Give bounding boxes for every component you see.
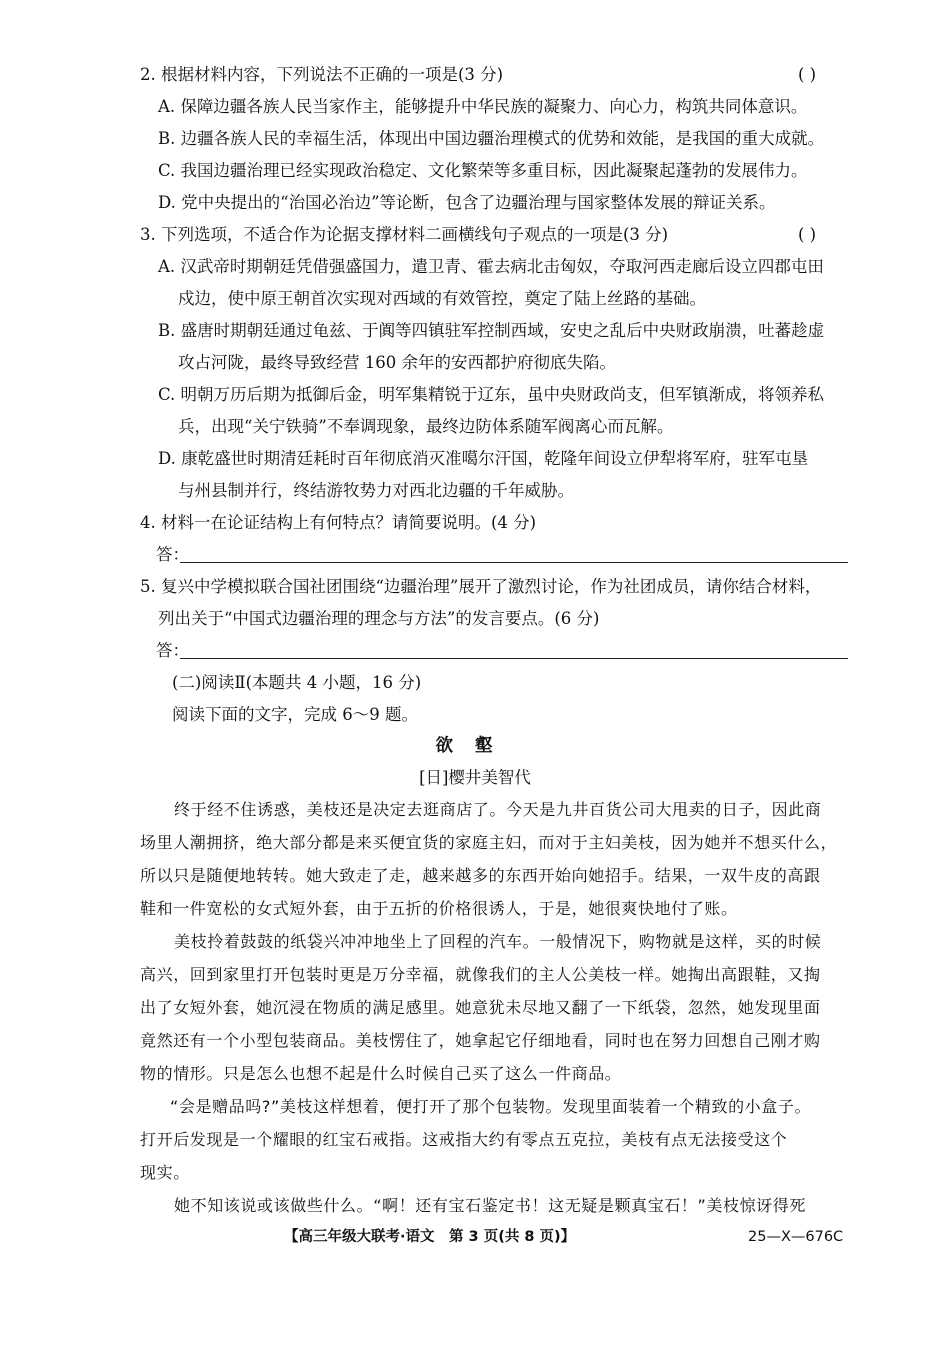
q2-option-d: D. 党中央提出的“治国必治边”等论断，包含了边疆治理与国家整体发展的辩证关系。 (158, 193, 776, 212)
story-line-11: 打开后发现是一个耀眼的红宝石戒指。这戒指大约有零点五克拉，美枝有点无法接受这个 (140, 1130, 788, 1149)
story-line-6: 高兴，回到家里打开包装时更是万分幸福，就像我们的主人公美枝一样。她掏出高跟鞋，又掏 (140, 965, 821, 984)
story-line-8: 竟然还有一个小型包装商品。美枝愣住了，她拿起它仔细地看，同时也在努力回想自己刚才购 (140, 1031, 821, 1050)
q3-option-b-line1: B. 盛唐时期朝廷通过龟兹、于阗等四镇驻军控制西域，安史之乱后中央财政崩溃，吐蕃趁虚 (158, 321, 825, 340)
story-line-5: 美枝拎着鼓鼓的纸袋兴冲冲地坐上了回程的汽车。一般情况下，购物就是这样，买的时候 (174, 932, 822, 951)
story-line-13: 她不知该说或该做些什么。“啊！还有宝石鉴定书！这无疑是颗真宝石！”美枝惊讶得死 (174, 1196, 806, 1215)
q3-option-c-line2: 兵，出现“关宁铁骑”不奉调现象，最终边防体系随军阀离心而瓦解。 (178, 417, 674, 436)
section2-heading: (二)阅读Ⅱ(本题共 4 小题，16 分) (172, 673, 422, 692)
q5-stem-line1: 5. 复兴中学模拟联合国社团围绕“边疆治理”展开了激烈讨论，作为社团成员，请你结合材料， (140, 577, 822, 596)
q4-answer-line[interactable] (180, 562, 848, 563)
q5-answer-label: 答： (156, 641, 189, 660)
q3-stem: 3. 下列选项，不适合作为论据支撑材料二画横线句子观点的一项是(3 分) (140, 225, 669, 244)
q2-stem: 2. 根据材料内容，下列说法不正确的一项是(3 分) (140, 65, 504, 84)
q2-option-b: B. 边疆各族人民的幸福生活，体现出中国边疆治理模式的优势和效能，是我国的重大成就。 (158, 129, 825, 148)
q2-option-a: A. 保障边疆各族人民当家作主，能够提升中华民族的凝聚力、向心力，构筑共同体意识。 (158, 97, 808, 116)
q3-option-a-line1: A. 汉武帝时期朝廷凭借强盛国力，遣卫青、霍去病北击匈奴，夺取河西走廊后设立四郡屯田 (158, 257, 824, 276)
story-line-1: 终于经不住诱惑，美枝还是决定去逛商店了。今天是九井百货公司大甩卖的日子，因此商 (174, 800, 822, 819)
page-footer: 【高三年级大联考·语文 第 3 页(共 8 页)】 (284, 1229, 576, 1245)
q3-answer-paren[interactable]: ( ) (798, 225, 817, 244)
exam-code: 25—X—676C (748, 1229, 844, 1245)
story-line-12: 现实。 (140, 1163, 190, 1182)
story-line-9: 物的情形。只是怎么也想不起是什么时候自己买了这么一件商品。 (140, 1064, 622, 1083)
q5-stem-line2: 列出关于“中国式边疆治理的理念与方法”的发言要点。(6 分) (158, 609, 600, 628)
q2-answer-paren[interactable]: ( ) (798, 65, 817, 84)
q3-option-b-line2: 攻占河陇，最终导致经营 160 余年的安西都护府彻底失陷。 (178, 353, 616, 372)
q4-stem: 4. 材料一在论证结构上有何特点？请简要说明。(4 分) (140, 513, 537, 532)
q3-option-a-line2: 戍边，使中原王朝首次实现对西域的有效管控，奠定了陆上丝路的基础。 (178, 289, 706, 308)
story-line-4: 鞋和一件宽松的女式短外套，由于五折的价格很诱人，于是，她很爽快地付了账。 (140, 899, 738, 918)
story-line-3: 所以只是随便地转转。她大致走了走，越来越多的东西开始向她招手。结果，一双牛皮的高跟 (140, 866, 821, 885)
q4-answer-label: 答： (156, 545, 189, 564)
story-line-2: 场里人潮拥挤，绝大部分都是来买便宜货的家庭主妇，而对于主妇美枝，因为她并不想买什么， (140, 833, 838, 852)
q3-option-c-line1: C. 明朝万历后期为抵御后金，明军集精锐于辽东，虽中央财政尚支，但军镇渐成，将领养私 (158, 385, 825, 404)
story-line-7: 出了女短外套，她沉浸在物质的满足感里。她意犹未尽地又翻了一下纸袋，忽然，她发现里面 (140, 998, 821, 1017)
story-title: 欲壑 (435, 736, 515, 756)
q2-option-c: C. 我国边疆治理已经实现政治稳定、文化繁荣等多重目标，因此凝聚起蓬勃的发展伟力。 (158, 161, 808, 180)
q5-answer-line[interactable] (180, 658, 848, 659)
story-author: [日]樱井美智代 (419, 768, 531, 787)
q3-option-d-line1: D. 康乾盛世时期清廷耗时百年彻底消灭准噶尔汗国，乾隆年间设立伊犁将军府，驻军屯垦 (158, 449, 809, 468)
story-line-10: “会是赠品吗?”美枝这样想着，便打开了那个包装物。发现里面装着一个精致的小盒子。 (170, 1097, 812, 1116)
q3-option-d-line2: 与州县制并行，终结游牧势力对西北边疆的千年威胁。 (178, 481, 574, 500)
section2-instruction: 阅读下面的文字，完成 6～9 题。 (172, 705, 418, 724)
